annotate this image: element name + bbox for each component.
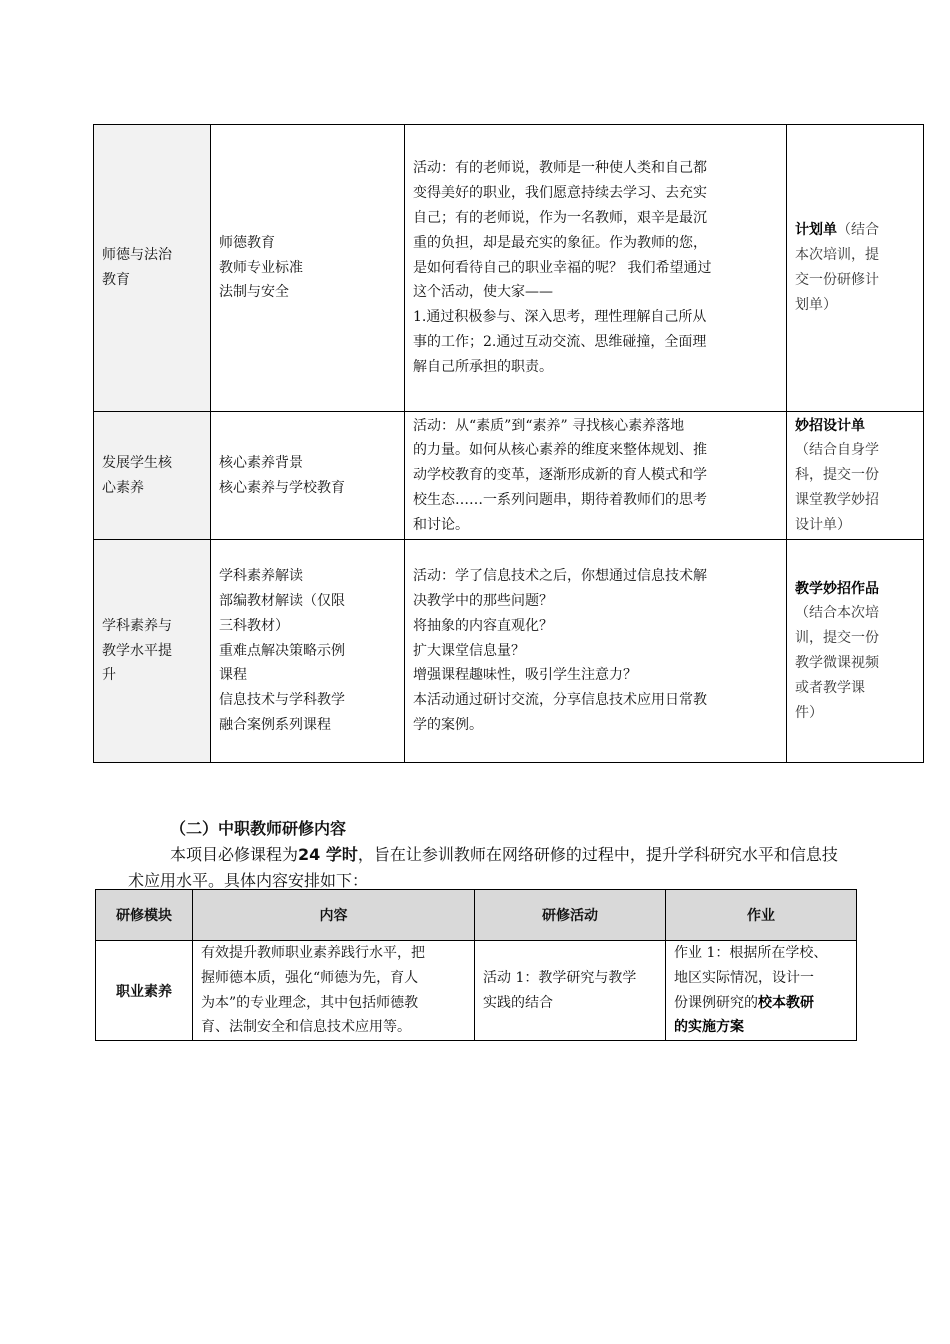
table-row <box>94 412 924 540</box>
courses-cell: 学科素养解读 部编教材解读（仅限 三科教材） 重难点解决策略示例 课程 信息技术与学科教学 融合案例系列课程 <box>211 540 405 763</box>
courses-cell: 师德教育 教师专业标准 法制与安全 <box>211 125 405 412</box>
activity-cell: 活动：学了信息技术之后，你想通过信息技术解 决教学中的那些问题？ 将抽象的内容直观化？ 扩大课堂信息量？ 增强课程趣味性，吸引学生注意力？ 本活动通过研讨交流，分享信息技术应用日常教 学的案例。 <box>405 540 787 763</box>
vocational-content-table <box>95 889 857 1041</box>
module-cell: 发展学生核 心素养 <box>94 412 211 540</box>
module-cell: 师德与法治 教育 <box>94 125 211 412</box>
header-content: 内容 <box>193 890 475 941</box>
homework-cell <box>787 412 924 540</box>
homework-title: 计划单 <box>795 222 837 239</box>
hours-highlight: 24 学时 <box>298 845 358 864</box>
homework-title: 妙招设计单 <box>795 417 865 434</box>
table-row <box>96 941 857 1041</box>
homework-highlight: 校本教研 的实施方案 <box>674 994 814 1036</box>
activity-cell: 活动：有的老师说，教师是一种使人类和自己都 变得美好的职业，我们愿意持续去学习、去充实 自己；有的老师说，作为一名教师，艰辛是最沉 重的负担，却是最充实的象征。作为教师的您， 是如何看待自己的职业幸福的呢？ 我们希望通过 这个活动，使大家—— 1.通过积极参与、深入思考，理性理解自己所从 事的工作；2.通过互动交流、思维碰撞，全面理 解自己所承担的职责。 <box>405 125 787 412</box>
module-cell: 职业素养 <box>96 941 193 1041</box>
homework-desc: （结合自身学 科，提交一份 课堂教学妙招 设计单） <box>795 442 879 533</box>
homework-cell <box>787 125 924 412</box>
table-header-row <box>96 890 857 941</box>
training-modules-table <box>93 124 924 763</box>
header-module: 研修模块 <box>96 890 193 941</box>
homework-desc: （结合 本次培训，提 交一份研修计 划单） <box>795 222 879 313</box>
section-heading: （二）中职教师研修内容 <box>170 819 347 838</box>
courses-cell: 核心素养背景 核心素养与学校教育 <box>211 412 405 540</box>
module-cell: 学科素养与 教学水平提 升 <box>94 540 211 763</box>
homework-title: 教学妙招作品 <box>795 580 879 597</box>
activity-cell: 活动：从“素质”到“素养” 寻找核心素养落地 的力量。如何从核心素养的维度来整体规划、推 动学校教育的变革，逐渐形成新的育人模式和学 校生态……一系列问题串，期待着教师们的思考 和讨论。 <box>405 412 787 540</box>
table-row <box>94 540 924 763</box>
content-cell: 有效提升教师职业素养践行水平，把 握师德本质，强化“师德为先，育人 为本”的专业理念，其中包括师德教 育、法制安全和信息技术应用等。 <box>193 941 475 1041</box>
homework-desc: （结合本次培 训，提交一份 教学微课视频 或者教学课 件） <box>795 605 879 721</box>
header-homework: 作业 <box>666 890 857 941</box>
homework-cell <box>787 540 924 763</box>
homework-cell: 作业 1：根据所在学校、 地区实际情况，设计一 份课例研究的校本教研 的实施方案 <box>666 941 857 1041</box>
section-paragraph: 本项目必修课程为24 学时，旨在让参训教师在网络研修的过程中，提升学科研究水平和信息技术应用水平。具体内容安排如下： <box>128 845 838 890</box>
activity-cell: 活动 1：教学研究与教学 实践的结合 <box>475 941 666 1041</box>
header-activity: 研修活动 <box>475 890 666 941</box>
table-row <box>94 125 924 412</box>
